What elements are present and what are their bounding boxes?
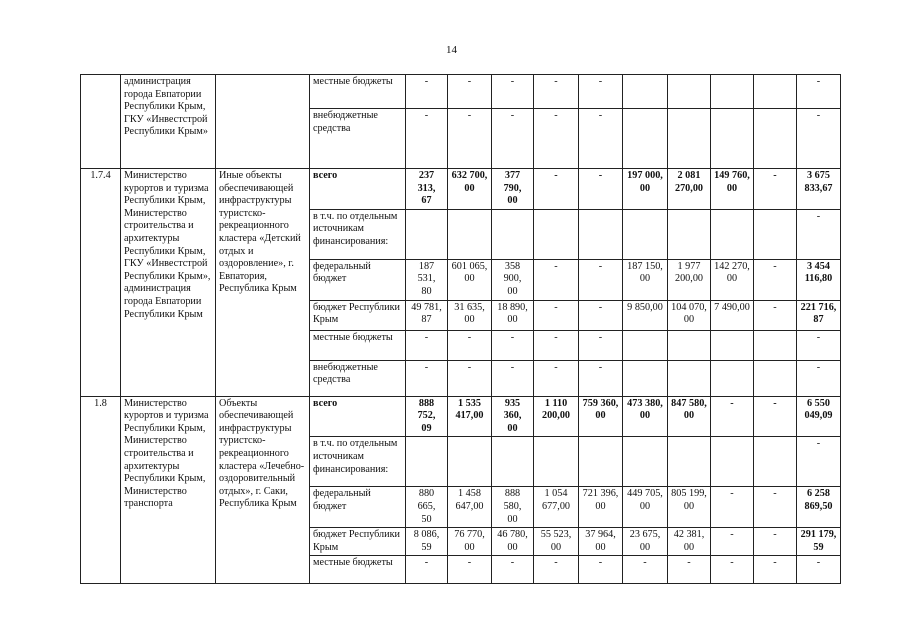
value-cell	[711, 437, 754, 487]
value-cell: 3 454 116,80	[797, 259, 841, 300]
value-cell: 1 110 200,00	[534, 396, 579, 437]
value-cell: 847 580, 00	[668, 396, 711, 437]
value-cell: -	[534, 330, 579, 360]
value-cell: -	[448, 360, 492, 396]
value-cell: -	[797, 437, 841, 487]
value-cell: 449 705, 00	[623, 487, 668, 528]
value-cell	[668, 330, 711, 360]
value-cell: 1 458 647,00	[448, 487, 492, 528]
value-cell	[623, 330, 668, 360]
value-cell: -	[579, 259, 623, 300]
value-cell: 1 535 417,00	[448, 396, 492, 437]
value-cell: 473 380, 00	[623, 396, 668, 437]
value-cell	[406, 209, 448, 259]
value-cell: 805 199, 00	[668, 487, 711, 528]
value-cell	[668, 209, 711, 259]
value-cell: 76 770, 00	[448, 528, 492, 556]
value-cell: 197 000, 00	[623, 169, 668, 210]
value-cell: 31 635, 00	[448, 300, 492, 330]
value-cell: 23 675, 00	[623, 528, 668, 556]
value-cell: 55 523, 00	[534, 528, 579, 556]
row-code: 1.8	[81, 396, 121, 584]
funding-source: в т.ч. по отдельным источникам финансирования:	[310, 437, 406, 487]
value-cell: 888 752, 09	[406, 396, 448, 437]
value-cell: 7 490,00	[711, 300, 754, 330]
funding-source: бюджет Республики Крым	[310, 528, 406, 556]
funding-source: всего	[310, 169, 406, 210]
value-cell: 358 900, 00	[492, 259, 534, 300]
value-cell: -	[711, 487, 754, 528]
value-cell	[623, 437, 668, 487]
funding-source: местные бюджеты	[310, 330, 406, 360]
value-cell: -	[797, 109, 841, 169]
value-cell: -	[623, 556, 668, 584]
funding-source: местные бюджеты	[310, 556, 406, 584]
value-cell: 759 360, 00	[579, 396, 623, 437]
value-cell	[623, 75, 668, 109]
value-cell: -	[579, 169, 623, 210]
value-cell: 6 258 869,50	[797, 487, 841, 528]
value-cell	[492, 209, 534, 259]
value-cell: -	[534, 556, 579, 584]
value-cell: 8 086, 59	[406, 528, 448, 556]
value-cell: -	[534, 75, 579, 109]
value-cell: -	[579, 330, 623, 360]
value-cell: -	[711, 396, 754, 437]
value-cell: -	[754, 528, 797, 556]
funding-source: бюджет Республики Крым	[310, 300, 406, 330]
executor-cell: администрация города Евпатории Республики Крым, ГКУ «Инвестстрой Республики Крым»	[121, 75, 216, 169]
value-cell: -	[448, 109, 492, 169]
value-cell: 1 054 677,00	[534, 487, 579, 528]
value-cell	[754, 437, 797, 487]
value-cell: -	[754, 487, 797, 528]
value-cell: 291 179, 59	[797, 528, 841, 556]
value-cell: 221 716, 87	[797, 300, 841, 330]
value-cell: 721 396, 00	[579, 487, 623, 528]
executor-cell: Министерство курортов и туризма Республики Крым, Министерство строительства и архитектуры Республики Крым, ГКУ «Инвестстрой Республики Крым», администрация города Евпатории Республики Крым	[121, 169, 216, 397]
value-cell	[623, 109, 668, 169]
value-cell: 104 070, 00	[668, 300, 711, 330]
value-cell: -	[406, 556, 448, 584]
value-cell	[711, 109, 754, 169]
value-cell	[711, 360, 754, 396]
value-cell: -	[797, 209, 841, 259]
value-cell	[668, 437, 711, 487]
value-cell: -	[406, 330, 448, 360]
value-cell: 377 790, 00	[492, 169, 534, 210]
table-row	[81, 169, 841, 210]
value-cell: 880 665, 50	[406, 487, 448, 528]
value-cell	[711, 209, 754, 259]
value-cell: 2 081 270,00	[668, 169, 711, 210]
value-cell	[754, 75, 797, 109]
value-cell: 46 780, 00	[492, 528, 534, 556]
value-cell	[623, 360, 668, 396]
value-cell: -	[534, 259, 579, 300]
value-cell: 149 760, 00	[711, 169, 754, 210]
value-cell	[754, 209, 797, 259]
value-cell: -	[754, 300, 797, 330]
value-cell	[754, 360, 797, 396]
value-cell	[668, 75, 711, 109]
value-cell: -	[579, 360, 623, 396]
value-cell: 935 360, 00	[492, 396, 534, 437]
value-cell	[579, 209, 623, 259]
value-cell: 632 700, 00	[448, 169, 492, 210]
value-cell	[406, 437, 448, 487]
value-cell	[448, 437, 492, 487]
value-cell: -	[579, 109, 623, 169]
value-cell: -	[492, 109, 534, 169]
funding-source: местные бюджеты	[310, 75, 406, 109]
financing-table	[80, 74, 841, 584]
value-cell: -	[448, 330, 492, 360]
value-cell: 18 890, 00	[492, 300, 534, 330]
row-code	[81, 75, 121, 169]
value-cell: -	[534, 360, 579, 396]
value-cell: -	[797, 556, 841, 584]
value-cell	[754, 330, 797, 360]
value-cell: -	[797, 330, 841, 360]
funding-source: федеральный бюджет	[310, 259, 406, 300]
row-code: 1.7.4	[81, 169, 121, 397]
value-cell: -	[534, 109, 579, 169]
value-cell: 9 850,00	[623, 300, 668, 330]
funding-source: в т.ч. по отдельным источникам финансирования:	[310, 209, 406, 259]
value-cell	[711, 75, 754, 109]
value-cell: -	[406, 109, 448, 169]
value-cell: -	[406, 75, 448, 109]
value-cell: -	[711, 528, 754, 556]
value-cell	[711, 330, 754, 360]
funding-source: федеральный бюджет	[310, 487, 406, 528]
object-cell: Объекты обеспечивающей инфраструктуры туристско-рекреационного кластера «Лечебно-оздоровительный отдых», г. Саки, Республика Крым	[216, 396, 310, 584]
value-cell	[579, 437, 623, 487]
value-cell: -	[754, 396, 797, 437]
value-cell: -	[492, 556, 534, 584]
value-cell: -	[579, 75, 623, 109]
value-cell: 1 977 200,00	[668, 259, 711, 300]
value-cell	[668, 109, 711, 169]
value-cell: 37 964, 00	[579, 528, 623, 556]
value-cell: -	[579, 556, 623, 584]
object-cell: Иные объекты обеспечивающей инфраструктуры туристско-рекреационного кластера «Детский отдых и оздоровление», г. Евпатория, Республика Крым	[216, 169, 310, 397]
value-cell: -	[797, 75, 841, 109]
value-cell: -	[797, 360, 841, 396]
value-cell: 237 313, 67	[406, 169, 448, 210]
value-cell	[448, 209, 492, 259]
value-cell: 142 270, 00	[711, 259, 754, 300]
value-cell: 601 065, 00	[448, 259, 492, 300]
value-cell: -	[534, 169, 579, 210]
table-row	[81, 396, 841, 437]
value-cell	[492, 437, 534, 487]
value-cell: 42 381, 00	[668, 528, 711, 556]
value-cell	[534, 437, 579, 487]
value-cell: -	[448, 75, 492, 109]
value-cell: 49 781, 87	[406, 300, 448, 330]
executor-cell: Министерство курортов и туризма Республики Крым, Министерство строительства и архитектуры Республики Крым, Министерство транспорта	[121, 396, 216, 584]
value-cell: -	[534, 300, 579, 330]
value-cell	[754, 109, 797, 169]
value-cell: 888 580, 00	[492, 487, 534, 528]
value-cell	[534, 209, 579, 259]
value-cell: 3 675 833,67	[797, 169, 841, 210]
value-cell: -	[668, 556, 711, 584]
value-cell	[623, 209, 668, 259]
value-cell	[668, 360, 711, 396]
page-number: 14	[446, 44, 457, 56]
value-cell: -	[579, 300, 623, 330]
value-cell: -	[448, 556, 492, 584]
value-cell: -	[492, 330, 534, 360]
value-cell: -	[711, 556, 754, 584]
value-cell: -	[492, 360, 534, 396]
value-cell: 187 150, 00	[623, 259, 668, 300]
value-cell: -	[754, 259, 797, 300]
funding-source: внебюджетные средства	[310, 360, 406, 396]
value-cell: 187 531, 80	[406, 259, 448, 300]
value-cell: -	[754, 556, 797, 584]
value-cell: -	[492, 75, 534, 109]
funding-source: всего	[310, 396, 406, 437]
object-cell	[216, 75, 310, 169]
value-cell: -	[754, 169, 797, 210]
value-cell: -	[406, 360, 448, 396]
funding-source: внебюджетные средства	[310, 109, 406, 169]
value-cell: 6 550 049,09	[797, 396, 841, 437]
table-row	[81, 75, 841, 109]
